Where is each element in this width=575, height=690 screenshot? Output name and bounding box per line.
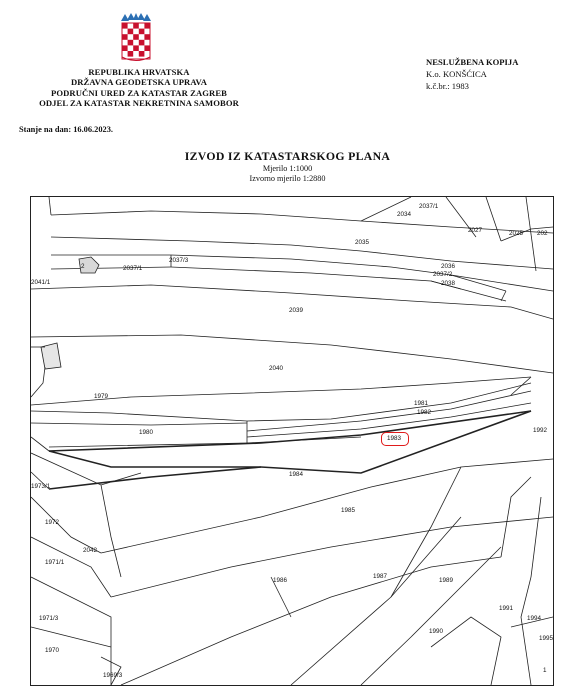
parcel-label: 1985 <box>341 507 356 514</box>
parcel-label: 1990 <box>429 628 444 635</box>
authority-line: PODRUČNI URED ZA KATASTAR ZAGREB <box>50 87 228 98</box>
authority-line: ODJEL ZA KATASTAR NEKRETNINA SAMOBOR <box>39 97 239 108</box>
croatian-coat-of-arms-icon <box>119 12 153 64</box>
cadastral-map[interactable] <box>30 196 554 686</box>
parcel-label: 2025 <box>509 230 524 237</box>
parcel-label: 1981 <box>414 400 429 407</box>
title-block <box>0 149 575 184</box>
parcel-label: 1 <box>543 667 547 674</box>
parcel-label: 1979 <box>94 393 109 400</box>
parcel-label: 2037/1 <box>123 265 143 272</box>
parcel-label: 2027 <box>468 227 483 234</box>
parcel-label: 2040 <box>269 365 284 372</box>
parcel-label: 1980 <box>139 429 154 436</box>
parcel-label: 202 <box>537 230 548 237</box>
parcel-label: 1987 <box>373 573 388 580</box>
original-scale: Izvorno mjerilo 1:2880 <box>249 174 326 183</box>
map-scale: Mjerilo 1:1000 <box>262 164 313 173</box>
parcel-label: 2042 <box>83 547 98 554</box>
parcel-label: 1971/1 <box>45 559 65 566</box>
parcel-label: 2036 <box>441 263 456 270</box>
parcel-label: 2041/1 <box>31 279 51 286</box>
authority-line: REPUBLIKA HRVATSKA <box>88 67 190 77</box>
cadastral-municipality: K.o. KONŠĆICA <box>426 69 487 79</box>
parcel-label: 1984 <box>289 471 304 478</box>
parcel-boundaries <box>31 197 553 685</box>
parcel-label: 2037/3 <box>169 257 189 264</box>
parcel-label: 1982 <box>417 409 432 416</box>
parcel-label: 2037/2 <box>433 271 453 278</box>
parcel-label: 1986 <box>273 577 288 584</box>
parcel-label: 2038 <box>441 280 456 287</box>
parcel-label: 1994 <box>527 615 542 622</box>
authority-header <box>0 67 278 108</box>
parcel-label: 1969/3 <box>103 672 123 679</box>
parcel-label: 1995 <box>539 635 554 642</box>
parcel-label: 1992 <box>533 427 548 434</box>
parcel-label: 1972 <box>45 519 60 526</box>
parcel-label: 2034 <box>397 211 412 218</box>
parcel-number: k.č.br.: 1983 <box>426 81 469 91</box>
parcel-label: 2035 <box>355 239 370 246</box>
parcel-label: 2 <box>81 263 85 270</box>
parcel-label: 1973/1 <box>31 483 51 490</box>
parcel-label: 1991 <box>499 605 514 612</box>
parcel-label: 2037/1 <box>419 203 439 210</box>
status-date: Stanje na dan: 16.06.2023. <box>19 125 113 134</box>
parcel-label: 1983 <box>387 435 402 442</box>
parcel-label: 1971/3 <box>39 615 59 622</box>
unofficial-copy-label: NESLUŽBENA KOPIJA <box>426 57 519 67</box>
parcel-label: 1970 <box>45 647 60 654</box>
parcel-label: 1989 <box>439 577 454 584</box>
parcel-label: 2039 <box>289 307 304 314</box>
page-title: IZVOD IZ KATASTARSKOG PLANA <box>184 149 391 163</box>
unofficial-copy-block <box>426 56 518 92</box>
authority-line: DRŽAVNA GEODETSKA UPRAVA <box>70 77 208 88</box>
